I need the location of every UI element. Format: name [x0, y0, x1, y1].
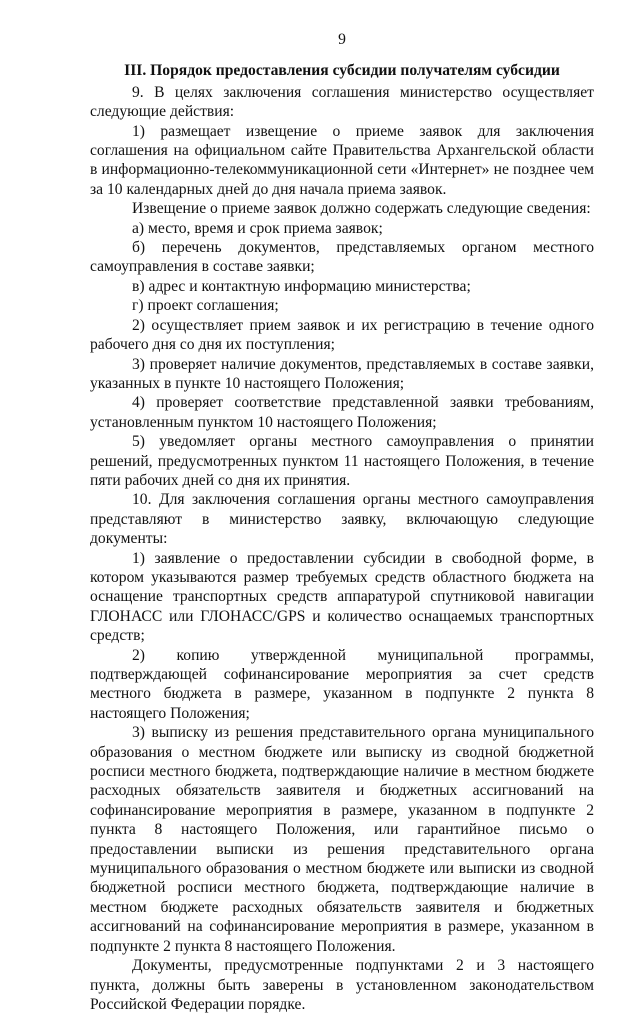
- paragraph-9-item-2: 2) осуществляет прием заявок и их регистрацию в течение одного рабочего дня со дня их поступления;: [90, 316, 594, 354]
- paragraph-10-item-2: 2) копию утвержденной муниципальной программы, подтверждающей софинансирование мероприятия за счет средств местного бюджета в размере, указанном в подпункте 2 пункта 8 настоящего Положения;: [90, 646, 594, 722]
- paragraph-9-item-5: 5) уведомляет органы местного самоуправления о принятии решений, предусмотренных пунктом 11 настоящего Положения, в течение пяти рабочих дней со дня их принятия.: [90, 433, 594, 489]
- paragraph-10-item-1: 1) заявление о предоставлении субсидии в свободной форме, в котором указываются размер требуемых средств областного бюджета на оснащение транспортных средств аппаратурой спутниковой навигации ГЛОНАСС или ГЛОНАСС/GPS и количество оснащаемых транспортных средств;: [90, 549, 594, 645]
- paragraph-notice-item-v: в) адрес и контактную информацию министерства;: [132, 277, 471, 295]
- paragraph-certification: Документы, предусмотренные подпунктами 2 и 3 настоящего пункта, должны быть заверены в установленном законодательством Российской Федерации порядке.: [90, 957, 594, 1013]
- paragraph-notice-item-b: б) перечень документов, представляемых органом местного самоуправления в составе заявки;: [90, 239, 594, 276]
- paragraph-9-intro: 9. В целях заключения соглашения министерство осуществляет следующие действия:: [90, 83, 594, 121]
- section-title: III. Порядок предоставления субсидии получателям субсидии: [124, 62, 560, 80]
- paragraph-10-intro: 10. Для заключения соглашения органы местного самоуправления представляют в министерство заявку, включающую следующие документы:: [90, 491, 594, 548]
- paragraph-10-item-3: 3) выписку из решения представительного органа муниципального образования о местном бюджете или выписку из сводной бюджетной росписи местного бюджета, подтверждающие наличие в местном бюджете расходных обязательств заявителя и бюджетных ассигнований на софинансирование мероприятия в размере, указанном в подпункте 2 пункта 8 настоящего Положения, или гарантийное письмо о предоставлении выписки из решения представительного органа муниципального образования о местном бюджете или выписки из сводной бюджетной росписи местного бюджета, подтверждающие наличие в местном бюджете расходных обязательств заявителя и бюджетных ассигнований на софинансирование мероприятия в размере, указанном в подпункте 2 пункта 8 настоящего Положения.: [90, 724, 594, 955]
- paragraph-9-item-3: 3) проверяет наличие документов, представляемых в составе заявки, указанных в пункте 10 настоящего Положения;: [90, 355, 594, 392]
- page-number: 9: [338, 31, 346, 48]
- paragraph-9-item-1: 1) размещает извещение о приеме заявок для заключения соглашения на официальном сайте Правительства Архангельской области в информационно-телекоммуникационной сети «Интернет» не позднее чем за 10 календарных дней до дня начала приема заявок.: [90, 122, 594, 198]
- paragraph-notice-contents: Извещение о приеме заявок должно содержать следующие сведения:: [132, 200, 591, 218]
- paragraph-notice-item-a: а) место, время и срок приема заявок;: [132, 219, 383, 237]
- paragraph-notice-item-g: г) проект соглашения;: [132, 297, 279, 315]
- document-page: [90, 30, 594, 1014]
- paragraph-9-item-4: 4) проверяет соответствие представленной заявки требованиям, установленным пунктом 10 настоящего Положения;: [90, 394, 594, 431]
